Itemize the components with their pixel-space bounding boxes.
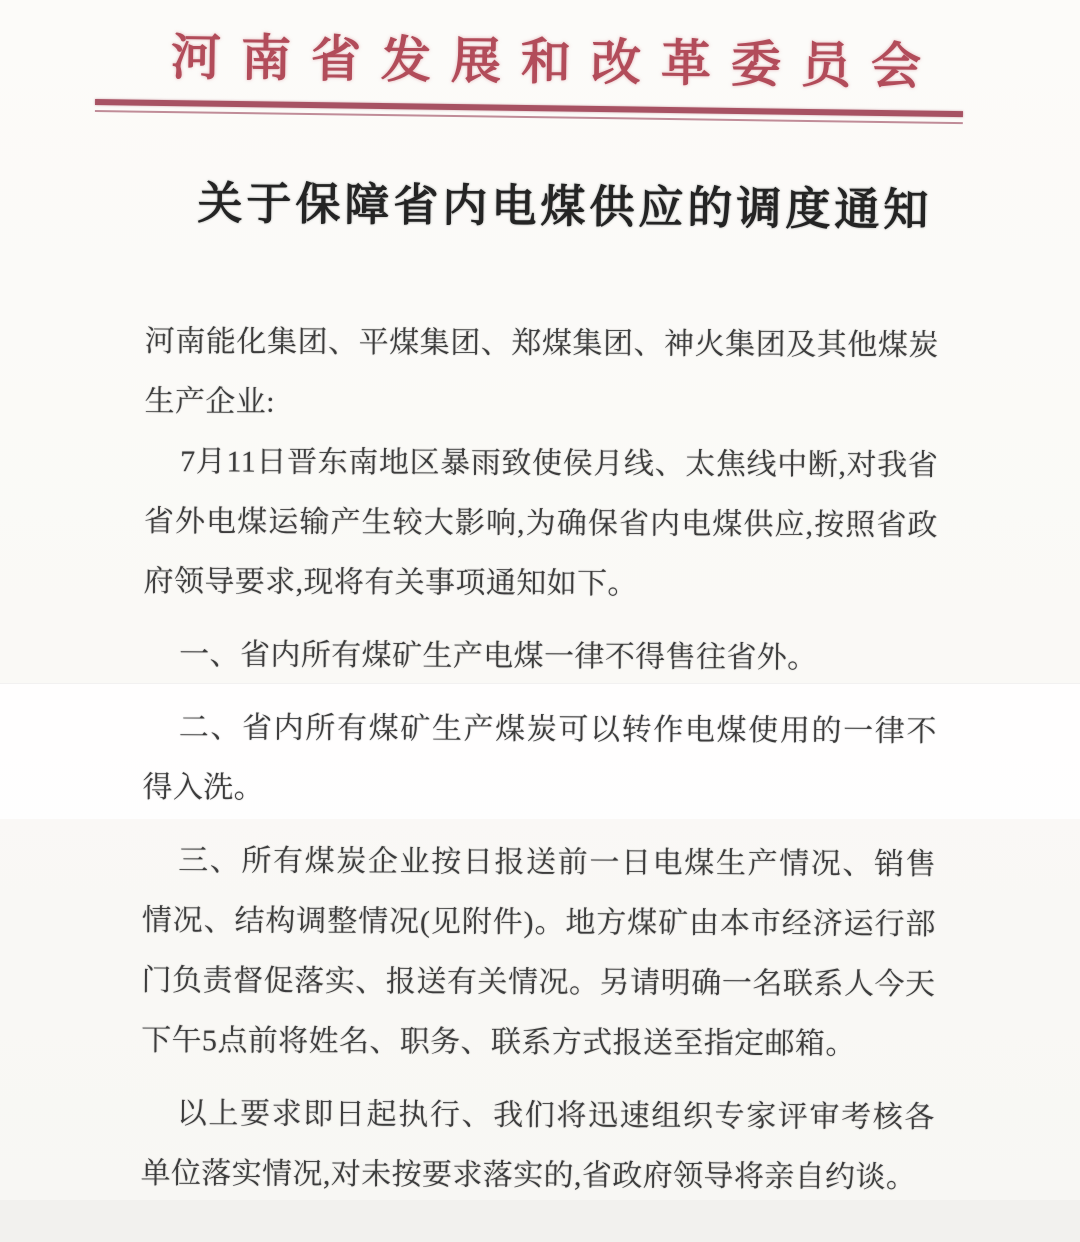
letterhead-rule-thick-line bbox=[95, 99, 963, 117]
paragraph-item-1: 一、省内所有煤矿生产电煤一律不得售往省外。 bbox=[179, 638, 818, 675]
letterhead-agency-name: 河南省发展和改革委员会 bbox=[170, 29, 942, 95]
paragraph-intro: 7月11日晋东南地区暴雨致使侯月线、太焦线中断,对我省省外电煤运输产生较大影响,为确保省内电煤供应,按照省政府领导要求,现将有关事项通知如下。 bbox=[143, 445, 939, 601]
paragraph-item-2: 二、省内所有煤矿生产煤炭可以转作电煤使用的一律不得入洗。 bbox=[142, 711, 937, 805]
paragraph-item-3: 三、所有煤炭企业按日报送前一日电煤生产情况、销售情况、结构调整情况(见附件)。地方煤矿由本市经济运行部门负责督促落实、报送有关情况。另请明确一名联系人今天下午5点前将姓名、职务、联系方式报送至指定邮箱。 bbox=[141, 844, 937, 1061]
document-body bbox=[140, 312, 939, 1221]
document-title: 关于保障省内电煤供应的调度通知 bbox=[197, 178, 933, 236]
salutation-line: 河南能化集团、平煤集团、郑煤集团、神火集团及其他煤炭生产企业: bbox=[144, 324, 939, 419]
paragraph-closing: 以上要求即日起执行、我们将迅速组织专家评审考核各单位落实情况,对未按要求落实的,省政府领导将亲自约谈。 bbox=[140, 1097, 935, 1195]
letterhead-rule bbox=[95, 99, 963, 124]
